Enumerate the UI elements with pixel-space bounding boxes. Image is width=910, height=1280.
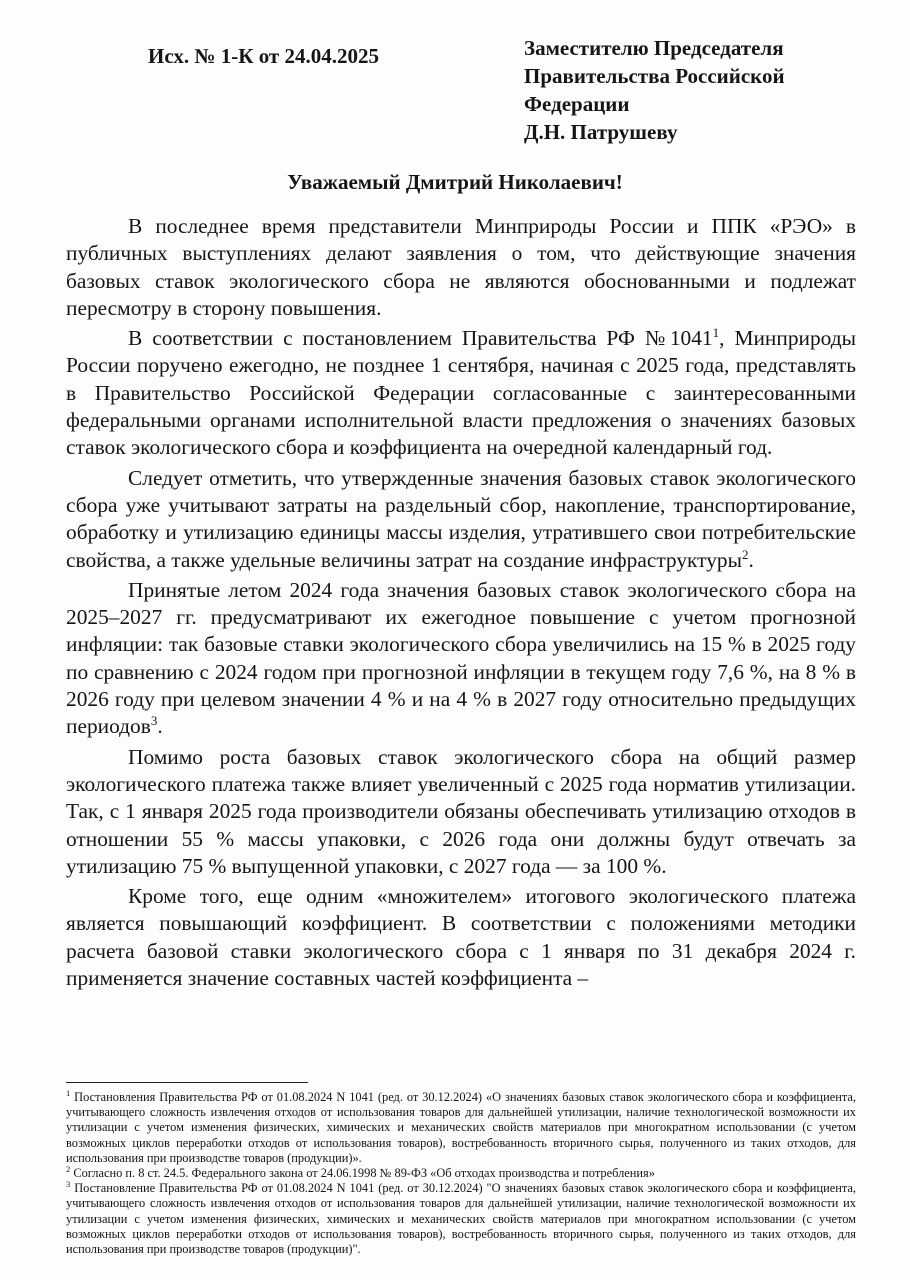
paragraph-text: Следует отметить, что утвержденные значения базовых ставок экологического сбора уже учитывают затраты на раздельный сбор, накопление, транспортирование, обработку и утилизацию единицы массы изделия, утратившего свои потребительские свойства, а также удельные величины затрат на создание инфраструктуры (66, 465, 856, 572)
footnote (66, 1087, 856, 1166)
footnote-text: Постановления Правительства РФ от 01.08.2024 N 1041 (ред. от 30.12.2024) «О значениях базовых ставок экологического сбора и коэффициента, учитывающего сложность извлечения отходов от использования товаров для дальнейшей утилизации, наличие технологической возможности их утилизации с учетом изменения физических, химических и механических свойств материалов при многократном использовании (с учетом возможных циклов переработки отходов от использования товаров), востребованность вторичного сырья, полученного из таких отходов, для использования при производстве товаров (продукции)». (66, 1090, 856, 1165)
footnote (66, 1163, 856, 1181)
addressee-line: Заместителю Председателя (524, 36, 784, 60)
paragraph: Кроме того, еще одним «множителем» итогового экологического платежа является повышающий коэффициент. В соответствии с положениями методики расчета базовой ставки экологического сбора с 1 января по 31 декабря 2024 г. применяется значение составных частей коэффициента – (66, 884, 856, 991)
footnote-mark: 2 (66, 1163, 71, 1174)
paragraph: Помимо роста базовых ставок экологического сбора на общий размер экологического платежа также влияет увеличенный с 2025 года норматив утилизации. Так, с 1 января 2025 года производители обязаны обеспечивать утилизацию отходов в отношении 55 % массы упаковки, с 2026 года они должны будут отвечать за утилизацию 75 % выпущенной упаковки, с 2027 года — за 100 %. (66, 744, 856, 878)
footnote-separator (66, 1082, 308, 1083)
letter-body (66, 213, 856, 995)
paragraph-text: В соответствии с постановлением Правительства РФ №1041 (128, 326, 713, 351)
paragraph (66, 325, 856, 461)
footnote-text: Постановление Правительства РФ от 01.08.2024 N 1041 (ред. от 30.12.2024) "О значениях базовых ставок экологического сбора и коэффициента, учитывающего сложность извлечения отходов от использования товаров для дальнейшей утилизации, наличие технологической возможности их утилизации с учетом изменения физических, химических и механических свойств материалов при многократном использовании (с учетом возможных циклов переработки отходов от использования товаров), востребованность вторичного сырья, полученного из таких отходов, для использования при производстве товаров (продукции)". (66, 1181, 856, 1257)
footnote-text: Согласно п. 8 ст. 24.5. Федерального закона от 24.06.1998 № 89-ФЗ «Об отходах производства и потребления» (70, 1166, 655, 1181)
footnote-mark: 1 (66, 1087, 71, 1098)
footnote (66, 1181, 856, 1257)
addressee-line: Правительства Российской (524, 64, 785, 88)
outgoing-number: Исх. № 1-К от 24.04.2025 (148, 44, 379, 68)
paragraph (66, 577, 856, 741)
addressee-block (524, 34, 894, 146)
paragraph (66, 465, 856, 574)
footnotes (66, 1087, 856, 1257)
paragraph: В последнее время представители Минприроды России и ППК «РЭО» в публичных выступлениях делают заявления о том, что действующие значения базовых ставок экологического сбора не являются обоснованными и подлежат пересмотру в сторону повышения. (66, 214, 856, 320)
footnote-ref: 1 (712, 325, 720, 341)
paragraph-text: . (748, 547, 754, 572)
addressee-name: Д.Н. Патрушеву (524, 120, 678, 144)
paragraph-text: Принятые летом 2024 года значения базовых ставок экологического сбора на 2025–2027 гг. предусматривают их ежегодное повышение с учетом прогнозной инфляции: так базовые ставки экологического сбора увеличились на 15 % в 2025 году по сравнению с 2024 годом при прогнозной инфляции в текущем году 7,6 %, на 8 % в 2026 году при целевом значении 4 % и на 4 % в 2027 году относительно предыдущих периодов (66, 577, 856, 739)
paragraph-text: . (157, 714, 163, 739)
paragraph-text: , Минприроды России поручено ежегодно, не позднее 1 сентября, начиная с 2025 года, представлять в Правительство Российской Федерации согласованные с заинтересованными федеральными органами исполнительной власти предложения о значениях базовых ставок экологического сбора и коэффициента на очередной календарный год. (66, 326, 856, 460)
footnote-ref: 3 (150, 713, 158, 729)
addressee-line: Федерации (524, 92, 630, 116)
footnote-ref: 2 (741, 546, 749, 562)
salutation: Уважаемый Дмитрий Николаевич! (287, 170, 623, 194)
footnote-mark: 3 (66, 1179, 71, 1190)
